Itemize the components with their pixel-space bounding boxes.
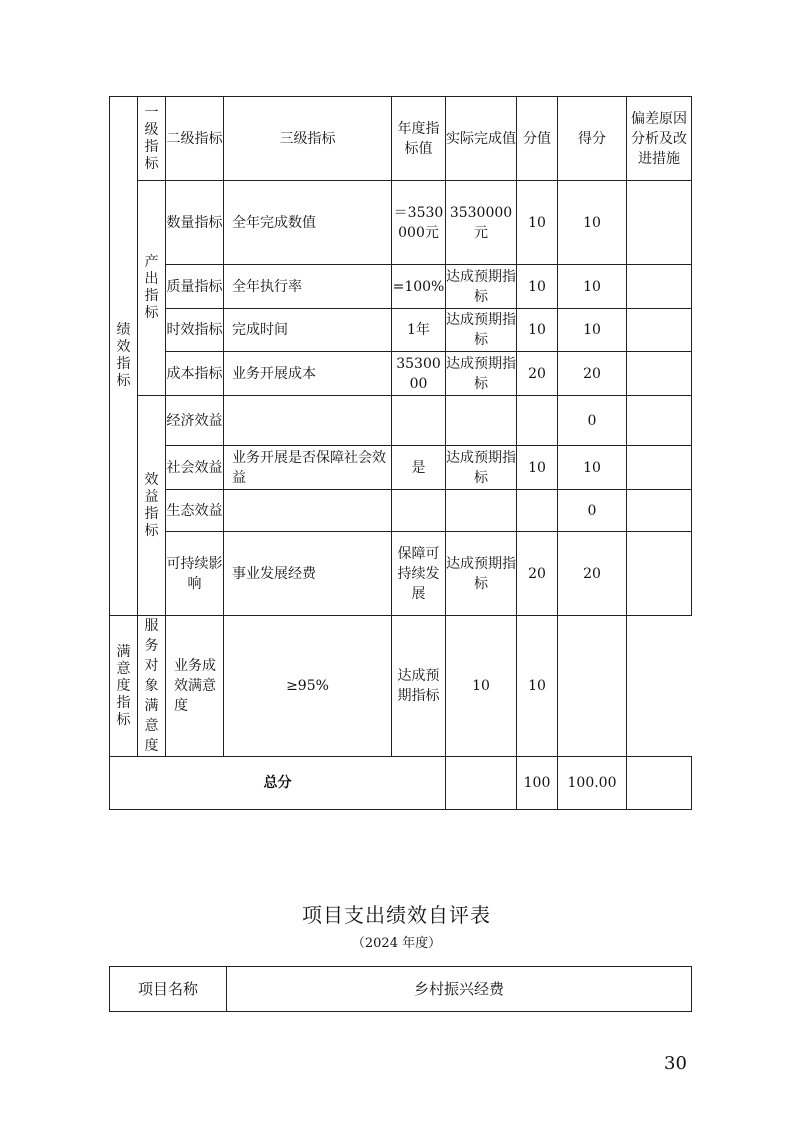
actual-cell: 达成预期指标 [446,532,517,616]
level2-cell: 社会效益 [166,446,224,490]
table-row [110,396,692,446]
reason-cell [627,181,692,265]
reason-cell [627,490,692,532]
header-actual: 实际完成值 [446,97,517,181]
score-cell: 10 [517,265,558,309]
page-number: 30 [664,1053,687,1074]
total-score: 100 [517,757,558,810]
total-actual [446,757,517,810]
reason-cell [627,265,692,309]
annual-cell: =100% [392,265,446,309]
annual-cell: 保障可持续发展 [392,532,446,616]
got-cell: 10 [558,309,627,352]
header-level1: 一级指标 [138,97,166,181]
annual-cell: 3530000 [392,352,446,396]
level2-cell: 时效指标 [166,309,224,352]
group-output: 产出指标 [138,181,166,396]
performance-table [109,96,692,810]
table-row [110,616,692,757]
got-cell: 10 [558,181,627,265]
level3-cell: 全年完成数值 [224,181,392,265]
level2-cell: 经济效益 [166,396,224,446]
header-annual: 年度指标值 [392,97,446,181]
total-row [110,757,692,810]
got-cell: 0 [558,396,627,446]
level3-cell: 全年执行率 [224,265,392,309]
project-name-value: 乡村振兴经费 [227,967,692,1012]
level2-cell: 质量指标 [166,265,224,309]
actual-cell [446,396,517,446]
level2-cell: 成本指标 [166,352,224,396]
got-cell: 20 [558,352,627,396]
form-year: （2024 年度） [351,936,442,951]
level3-cell [224,396,392,446]
score-cell [517,396,558,446]
table-row [110,532,692,616]
score-cell: 10 [517,446,558,490]
actual-cell: 达成预期指标 [446,446,517,490]
annual-cell: ＝3530000元 [392,181,446,265]
project-name-table [109,966,692,1012]
level2-cell: 服务对象满意度 [138,616,166,757]
annual-cell [392,490,446,532]
actual-cell: 达成预期指标 [446,265,517,309]
got-cell: 0 [558,490,627,532]
header-level2: 二级指标 [166,97,224,181]
got-cell: 10 [517,616,558,757]
header-row [110,97,692,181]
level3-cell: 业务开展成本 [224,352,392,396]
total-label: 总分 [110,757,446,810]
total-reason [627,757,692,810]
level2-cell: 可持续影响 [166,532,224,616]
level3-cell: 事业发展经费 [224,532,392,616]
group-benefit: 效益指标 [138,396,166,616]
reason-cell [627,396,692,446]
header-level3: 三级指标 [224,97,392,181]
level3-cell [224,490,392,532]
header-got: 得分 [558,97,627,181]
form-title: 项目支出绩效自评表 [302,903,491,927]
reason-cell [627,309,692,352]
actual-cell: 3530000元 [446,181,517,265]
got-cell: 10 [558,265,627,309]
project-name-label: 项目名称 [110,967,227,1012]
level3-cell: 业务成效满意度 [166,616,224,757]
annual-cell: 是 [392,446,446,490]
score-cell: 20 [517,352,558,396]
total-got: 100.00 [558,757,627,810]
header-reason: 偏差原因分析及改进措施 [627,97,692,181]
table-row [110,265,692,309]
score-cell: 20 [517,532,558,616]
got-cell: 10 [558,446,627,490]
score-cell: 10 [517,181,558,265]
reason-cell [627,446,692,490]
table-row [110,309,692,352]
reason-cell [627,532,692,616]
actual-cell [446,490,517,532]
actual-cell: 达成预期指标 [446,309,517,352]
level2-cell: 数量指标 [166,181,224,265]
group-satisfaction: 满意度指标 [110,616,138,757]
reason-cell [627,352,692,396]
table-row [110,490,692,532]
header-score: 分值 [517,97,558,181]
annual-cell [392,396,446,446]
level3-cell: 完成时间 [224,309,392,352]
score-cell: 10 [446,616,517,757]
actual-cell: 达成预期指标 [392,616,446,757]
score-cell [517,490,558,532]
level2-cell: 生态效益 [166,490,224,532]
outer-label-cell: 绩效指标 [110,97,138,616]
score-cell: 10 [517,309,558,352]
reason-cell [558,616,627,757]
table-row [110,181,692,265]
annual-cell: ≥95% [224,616,392,757]
annual-cell: 1年 [392,309,446,352]
table-row [110,446,692,490]
table-row [110,352,692,396]
got-cell: 20 [558,532,627,616]
actual-cell: 达成预期指标 [446,352,517,396]
level3-cell: 业务开展是否保障社会效益 [224,446,392,490]
